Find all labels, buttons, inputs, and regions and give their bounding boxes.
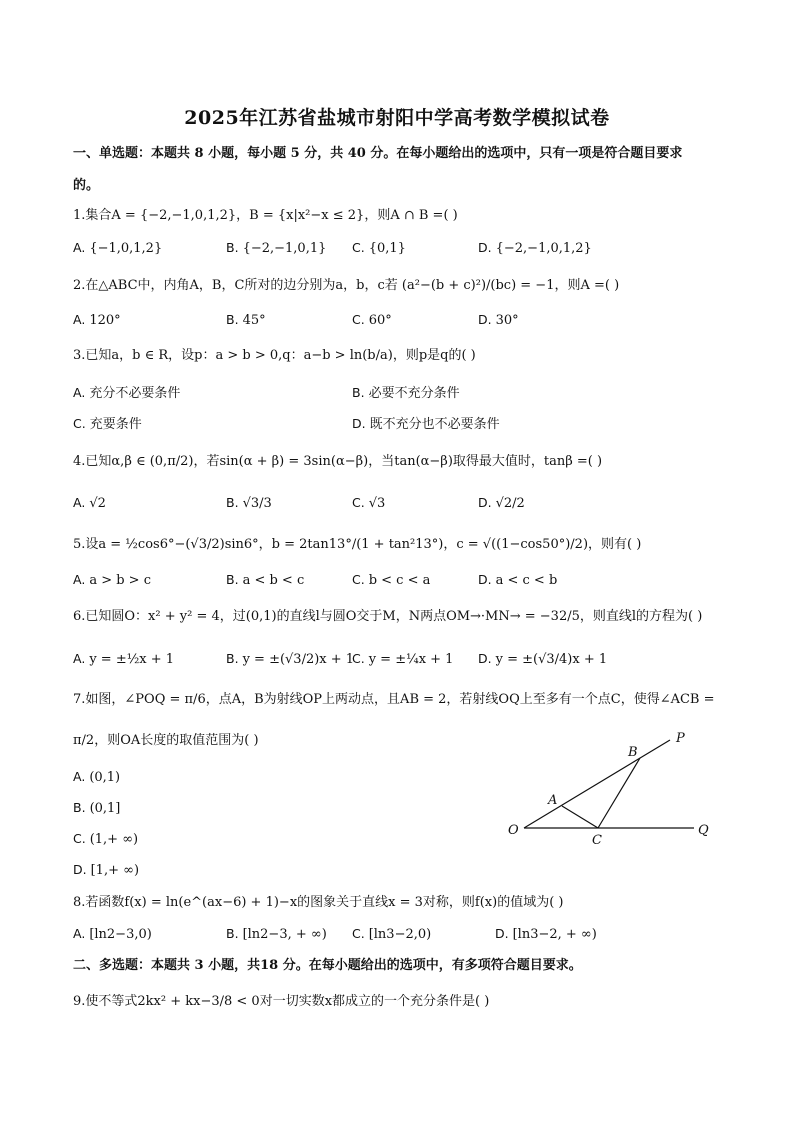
question-7-option-c[interactable] <box>73 829 138 850</box>
option-label: C. <box>352 926 365 941</box>
option-text: a < b < c <box>242 573 305 588</box>
option-text: y = ±¼x + 1 <box>368 652 454 667</box>
option-text: y = ±(√3/4)x + 1 <box>495 652 608 667</box>
question-6-option-d[interactable] <box>478 649 607 670</box>
option-text: b < c < a <box>368 573 431 588</box>
question-1-option-d[interactable] <box>478 238 592 259</box>
segment-ac <box>562 806 598 828</box>
question-1-stem: 1.集合A = {−2,−1,0,1,2}，B = {x|x²−x ≤ 2}，则A ∩ B =( ) <box>73 208 458 223</box>
option-label: C. <box>352 495 365 510</box>
option-text: [ln3−2,0) <box>368 927 432 942</box>
question-3-options-row2 <box>73 414 733 434</box>
question-5-option-d[interactable] <box>478 570 557 591</box>
question-2-option-d[interactable] <box>478 310 519 331</box>
option-label: B. <box>73 800 86 815</box>
label-a: A <box>548 793 558 808</box>
question-3-option-d[interactable] <box>352 414 500 435</box>
section-header-multi-choice: 二、多选题：本题共 3 小题，共18 分。在每小题给出的选项中，有多项符合题目要求。 <box>73 958 582 973</box>
option-text: {−2,−1,0,1} <box>242 241 327 256</box>
question-6-option-b[interactable] <box>226 649 354 670</box>
question-2-options <box>73 310 733 330</box>
segment-bc <box>598 758 640 828</box>
question-4-option-d[interactable] <box>478 493 525 514</box>
question-8-option-b[interactable] <box>226 924 327 945</box>
option-text: 30° <box>495 313 519 328</box>
question-6-options <box>73 649 733 669</box>
option-label: A. <box>73 926 86 941</box>
option-text: {0,1} <box>368 241 406 256</box>
question-7-stem-cont: π/2，则OA长度的取值范围为( ) <box>73 733 259 748</box>
option-text: a > b > c <box>89 573 151 588</box>
label-o: O <box>508 823 519 838</box>
question-3-option-c[interactable] <box>73 414 142 435</box>
option-text: √2/2 <box>495 496 525 511</box>
label-q: Q <box>698 823 709 838</box>
option-label: B. <box>226 651 239 666</box>
question-8-stem: 8.若函数f(x) = ln(e^(ax−6) + 1)−x的图象关于直线x = 3对称，则f(x)的值域为( ) <box>73 895 564 910</box>
question-8-options <box>73 924 733 944</box>
question-5-stem: 5.设a = ½cos6°−(√3/2)sin6°，b = 2tan13°/(1 + tan²13°)，c = √((1−cos50°)/2)，则有( ) <box>73 537 642 552</box>
option-label: D. <box>478 651 492 666</box>
question-4-option-a[interactable] <box>73 493 106 514</box>
option-label: C. <box>352 312 365 327</box>
question-7-option-b[interactable] <box>73 798 120 819</box>
option-label: D. <box>73 862 87 877</box>
option-label: C. <box>352 240 365 255</box>
option-label: A. <box>73 572 86 587</box>
option-label: B. <box>352 385 365 400</box>
question-6-stem: 6.已知圆O：x² + y² = 4，过(0,1)的直线l与圆O交于M，N两点OM→·MN→ = −32/5，则直线l的方程为( ) <box>73 609 703 624</box>
option-text: √3 <box>368 496 386 511</box>
option-text: 既不充分也不必要条件 <box>369 417 500 432</box>
label-b: B <box>628 745 638 760</box>
option-text: √3/3 <box>242 496 272 511</box>
option-label: A. <box>73 385 86 400</box>
option-text: [ln2−3,0) <box>89 927 152 942</box>
option-text: 120° <box>89 313 121 328</box>
question-8-option-d[interactable] <box>495 924 597 945</box>
option-text: 充分不必要条件 <box>89 386 181 401</box>
option-text: {−1,0,1,2} <box>89 241 163 256</box>
option-text: [ln2−3, + ∞) <box>242 927 327 942</box>
option-label: D. <box>495 926 509 941</box>
option-label: B. <box>226 495 239 510</box>
section-header-single-choice-cont: 的。 <box>73 178 100 193</box>
question-1-option-a[interactable] <box>73 238 162 259</box>
option-text: (1,+ ∞) <box>89 832 139 847</box>
question-6-option-c[interactable] <box>352 649 453 670</box>
section-header-single-choice: 一、单选题：本题共 8 小题，每小题 5 分，共 40 分。在每小题给出的选项中，只有一项是符合题目要求 <box>73 146 683 161</box>
option-label: D. <box>478 495 492 510</box>
question-7-figure <box>500 728 720 853</box>
question-1-option-b[interactable] <box>226 238 326 259</box>
option-text: [1,+ ∞) <box>90 863 140 878</box>
question-2-option-a[interactable] <box>73 310 121 331</box>
option-label: B. <box>226 240 239 255</box>
question-7-stem: 7.如图，∠POQ = π/6，点A，B为射线OP上两动点，且AB = 2，若射线OQ上至多有一个点C，使得∠ACB = <box>73 692 715 707</box>
question-1-option-c[interactable] <box>352 238 406 259</box>
question-7-option-d[interactable] <box>73 860 139 881</box>
question-3-option-a[interactable] <box>73 383 180 404</box>
question-2-option-c[interactable] <box>352 310 392 331</box>
question-5-option-b[interactable] <box>226 570 304 591</box>
question-5-option-c[interactable] <box>352 570 430 591</box>
question-5-option-a[interactable] <box>73 570 151 591</box>
option-text: {−2,−1,0,1,2} <box>495 241 592 256</box>
option-label: B. <box>226 312 239 327</box>
question-5-options <box>73 570 733 590</box>
option-text: 充要条件 <box>89 417 142 432</box>
ray-op <box>524 740 670 828</box>
question-2-stem: 2.在△ABC中，内角A，B，C所对的边分别为a，b，c若 (a²−(b + c)²)/(bc) = −1，则A =( ) <box>73 278 620 293</box>
question-2-option-b[interactable] <box>226 310 266 331</box>
option-label: D. <box>478 572 492 587</box>
question-3-stem: 3.已知a，b ∈ R，设p：a > b > 0,q：a−b > ln(b/a)，则p是q的( ) <box>73 348 476 363</box>
option-text: (0,1) <box>89 770 121 785</box>
question-1-options <box>73 238 733 258</box>
option-text: (0,1] <box>89 801 121 816</box>
question-4-options <box>73 493 733 513</box>
option-label: C. <box>352 651 365 666</box>
question-4-option-b[interactable] <box>226 493 272 514</box>
label-c: C <box>592 833 602 848</box>
page-title: 2025年江苏省盐城市射阳中学高考数学模拟试卷 <box>184 107 610 129</box>
option-label: D. <box>478 312 492 327</box>
question-7-option-a[interactable] <box>73 767 120 788</box>
option-text: y = ±(√3/2)x + 1 <box>242 652 355 667</box>
option-text: √2 <box>89 496 106 511</box>
option-label: C. <box>352 572 365 587</box>
option-label: C. <box>73 831 86 846</box>
option-text: 45° <box>242 313 266 328</box>
option-label: A. <box>73 312 86 327</box>
option-text: [ln3−2, + ∞) <box>512 927 597 942</box>
option-label: A. <box>73 495 86 510</box>
question-8-option-c[interactable] <box>352 924 431 945</box>
option-label: B. <box>226 926 239 941</box>
question-3-option-b[interactable] <box>352 383 460 404</box>
option-text: 必要不充分条件 <box>368 386 460 401</box>
question-8-option-a[interactable] <box>73 924 152 945</box>
question-6-option-a[interactable] <box>73 649 174 670</box>
geometry-diagram <box>500 728 720 853</box>
option-label: B. <box>226 572 239 587</box>
option-label: D. <box>478 240 492 255</box>
option-text: y = ±½x + 1 <box>89 652 175 667</box>
option-label: A. <box>73 240 86 255</box>
option-text: 60° <box>368 313 392 328</box>
question-4-option-c[interactable] <box>352 493 385 514</box>
question-9-stem: 9.使不等式2kx² + kx−3/8 < 0对一切实数x都成立的一个充分条件是( ) <box>73 994 490 1009</box>
question-4-stem: 4.已知α,β ∈ (0,π/2)，若sin(α + β) = 3sin(α−β)，当tan(α−β)取得最大值时，tanβ =( ) <box>73 454 603 469</box>
option-label: D. <box>352 416 366 431</box>
question-3-options-row1 <box>73 383 733 403</box>
option-label: A. <box>73 651 86 666</box>
label-p: P <box>676 731 685 746</box>
option-label: A. <box>73 769 86 784</box>
option-text: a < c < b <box>495 573 558 588</box>
option-label: C. <box>73 416 86 431</box>
